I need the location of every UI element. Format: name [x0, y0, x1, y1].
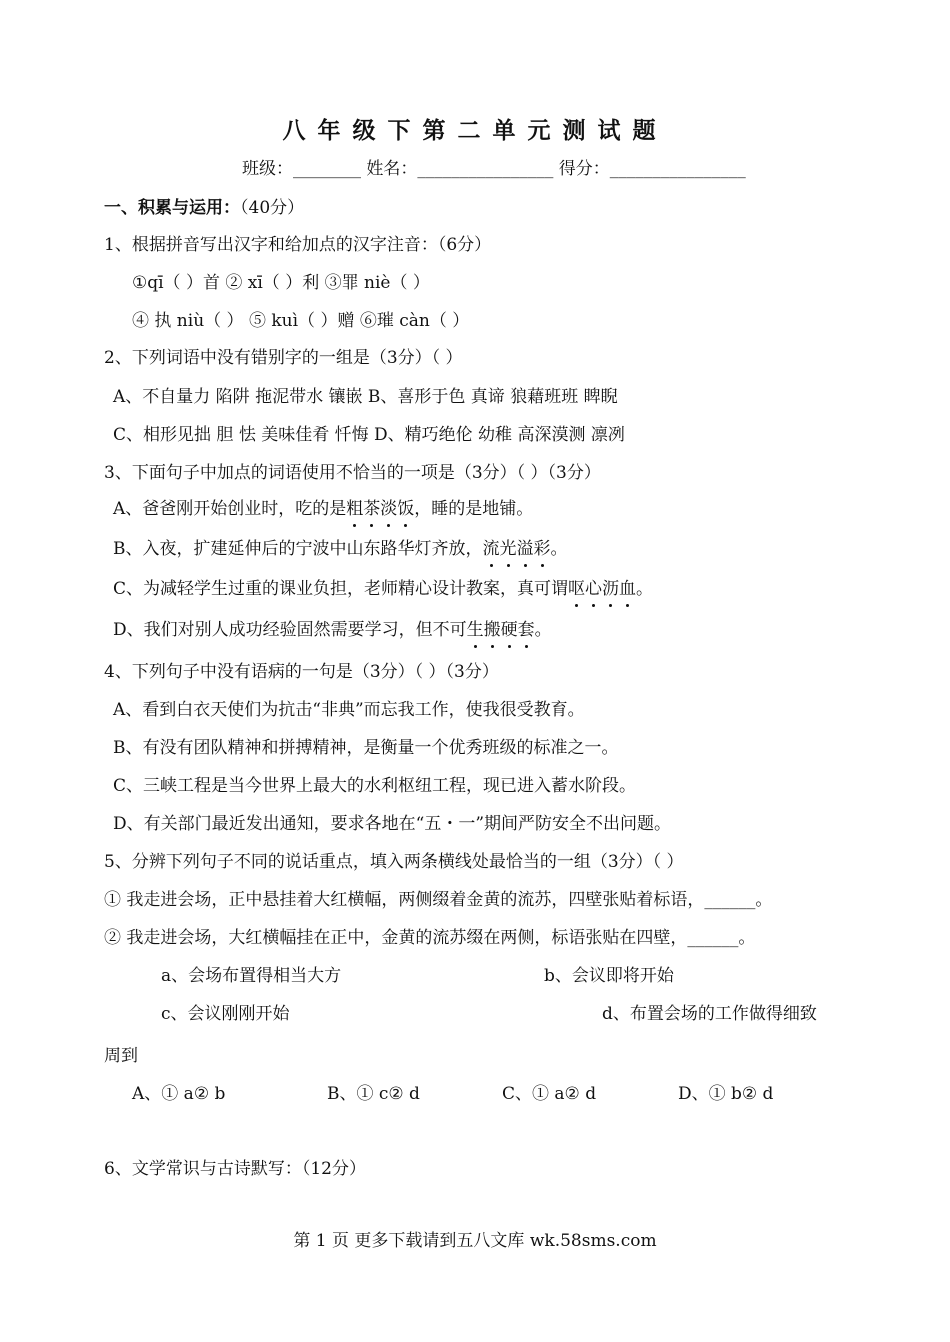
q2-stem: 2、下列词语中没有错别字的一组是（3分）（ ）: [104, 348, 463, 368]
emphasis-char: 粗: [346, 499, 364, 519]
page-footer: 第 1 页 更多下载请到五八文库 wk.58sms.com: [293, 1231, 657, 1251]
q5-choice-a: A、① a② b: [132, 1084, 226, 1104]
q6-stem: 6、文学常识与古诗默写：（12分）: [104, 1159, 366, 1179]
q4-stem: 4、下列句子中没有语病的一句是（3分）（ ）（3分）: [104, 662, 499, 682]
dotted-phrase: [346, 499, 414, 519]
emphasis-char: 硬: [500, 620, 518, 640]
q5-choice-d: D、① b② d: [678, 1084, 774, 1104]
emphasis-char: 沥: [602, 579, 620, 599]
section-heading-points: （40分）: [240, 198, 305, 218]
emphasis-char: 光: [499, 539, 517, 559]
page-title: 八年级下第二单元测试题: [282, 117, 668, 144]
emphasis-char: 血: [619, 579, 637, 599]
emphasis-char: 彩: [533, 539, 551, 559]
student-info-line: 班级：________ 姓名：________________ 得分：________________: [242, 159, 746, 179]
q5-option-b: b、会议即将开始: [544, 966, 674, 986]
dotted-phrase: [467, 620, 535, 640]
dotted-phrase: [568, 579, 636, 599]
q3-option-a: A、爸爸刚开始创业时，吃的是粗茶淡饭，睡的是地铺。: [113, 499, 534, 519]
q4-option-a: A、看到白衣天使们为抗击“非典”而忘我工作，使我很受教育。: [113, 700, 585, 720]
q3-option-d: D、我们对别人成功经验固然需要学习，但不可生搬硬套。: [113, 620, 552, 640]
emphasis-char: 淡: [380, 499, 398, 519]
emphasis-char: 溢: [516, 539, 534, 559]
q1-row-2: ④ 执 niù（ ） ⑤ kuì（ ）赠 ⑥璀 càn（ ）: [132, 311, 470, 331]
q1-stem: 1、根据拼音写出汉字和给加点的汉字注音：（6分）: [104, 235, 492, 255]
q5-option-d: d、布置会场的工作做得细致: [602, 1004, 817, 1024]
emphasis-char: 饭: [397, 499, 415, 519]
q5-choice-b: B、① c② d: [327, 1084, 420, 1104]
section-heading-label: 一、积累与运用：: [104, 198, 240, 218]
q5-option-c: c、会议刚刚开始: [161, 1004, 290, 1024]
q5-stem: 5、分辨下列句子不同的说话重点，填入两条横线处最恰当的一组（3分）（ ）: [104, 852, 684, 872]
q5-option-d-continued: 周到: [104, 1046, 138, 1066]
q3-stem: 3、下面句子中加点的词语使用不恰当的一项是（3分）（ ）（3分）: [104, 463, 601, 483]
emphasis-char: 搬: [483, 620, 501, 640]
q3-option-b: B、入夜，扩建延伸后的宁波中山东路华灯齐放，流光溢彩。: [113, 539, 568, 559]
emphasis-char: 呕: [568, 579, 586, 599]
emphasis-char: 流: [482, 539, 500, 559]
q4-option-d: D、有关部门最近发出通知，要求各地在“五・一”期间严防安全不出问题。: [113, 814, 672, 834]
q2-options-row-2: C、相形见拙 胆 怯 美味佳肴 忏悔 D、精巧绝伦 幼稚 高深漠测 凛冽: [113, 425, 625, 445]
dotted-phrase: [483, 539, 551, 559]
q2-options-row-1: A、不自量力 陷阱 拖泥带水 镶嵌 B、喜形于色 真谛 狼藉班班 睥睨: [113, 387, 618, 407]
emphasis-char: 生: [466, 620, 484, 640]
q5-choice-c: C、① a② d: [502, 1084, 597, 1104]
q5-sentence-2: ② 我走进会场，大红横幅挂在正中，金黄的流苏缀在两侧，标语张贴在四壁，______。: [104, 928, 756, 948]
q5-sentence-1: ① 我走进会场，正中悬挂着大红横幅，两侧缀着金黄的流苏，四壁张贴着标语，______。: [104, 890, 773, 910]
section-heading: [104, 197, 304, 219]
q4-option-b: B、有没有团队精神和拼搏精神，是衡量一个优秀班级的标准之一。: [113, 738, 619, 758]
q3-option-c: C、为减轻学生过重的课业负担，老师精心设计教案，真可谓呕心沥血。: [113, 579, 654, 599]
q4-option-c: C、三峡工程是当今世界上最大的水利枢纽工程，现已进入蓄水阶段。: [113, 776, 637, 796]
emphasis-char: 套: [517, 620, 535, 640]
q5-option-a: a、会场布置得相当大方: [161, 966, 342, 986]
emphasis-char: 心: [585, 579, 603, 599]
emphasis-char: 茶: [363, 499, 381, 519]
q1-row-1: ①qī（ ）首 ② xī（ ）利 ③罪 niè（ ）: [132, 273, 430, 293]
